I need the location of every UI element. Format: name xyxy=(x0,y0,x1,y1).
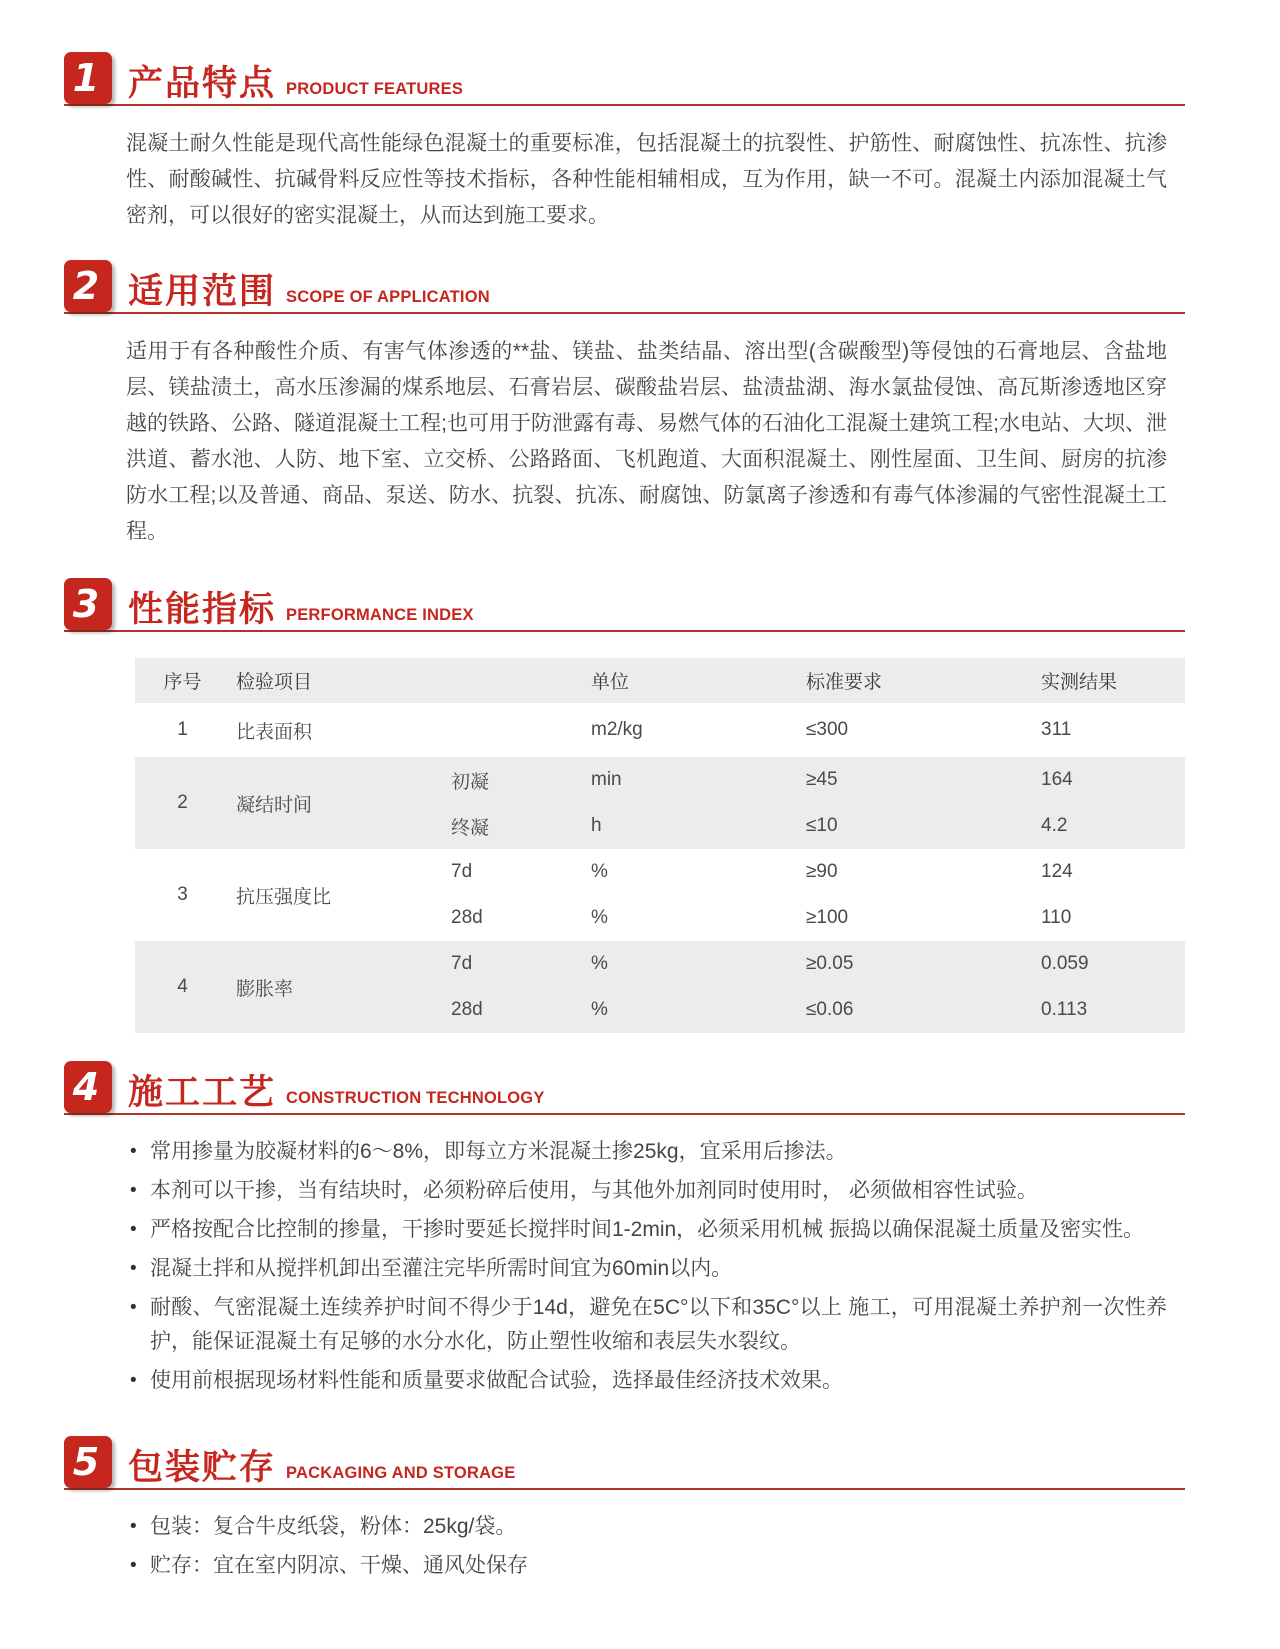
list-item: • 耐酸、气密混凝土连续养护时间不得少于14d，避免在5C°以下和35C°以上 施工，可用混凝土养护剂一次性养护，能保证混凝土有足够的水分水化，防止塑性收缩和表层失水裂纹。 xyxy=(128,1291,1167,1359)
cell-result: 0.059 xyxy=(1041,953,1089,974)
table-row xyxy=(135,849,1185,895)
section-number: 3 xyxy=(72,582,100,626)
cell-result: 124 xyxy=(1041,861,1073,882)
cell-no: 1 xyxy=(177,719,188,740)
section-number: 2 xyxy=(72,264,100,308)
cell-result: 164 xyxy=(1041,769,1073,790)
section-header xyxy=(64,1061,1185,1115)
cell-item: 膨胀率 xyxy=(236,978,294,1000)
cell-standard: ≥0.05 xyxy=(806,953,854,974)
cell-unit: % xyxy=(591,953,608,974)
cell-subitem: 7d xyxy=(451,861,473,882)
cell-item: 比表面积 xyxy=(236,721,313,743)
section-performance-index xyxy=(64,578,1185,1033)
list-item: • 本剂可以干掺，当有结块时，必须粉碎后使用，与其他外加剂同时使用时， 必须做相容性试验。 xyxy=(128,1174,1167,1208)
cell-standard: ≥100 xyxy=(806,907,849,928)
cell-subitem: 初凝 xyxy=(451,771,490,793)
section-title-zh: 施工工艺 xyxy=(128,1073,277,1112)
column-header-no: 序号 xyxy=(163,672,202,693)
performance-table xyxy=(135,658,1185,1033)
cell-no: 2 xyxy=(177,792,188,813)
cell-unit: h xyxy=(591,815,602,836)
section-packaging-and-storage xyxy=(64,1436,1185,1583)
section-number: 4 xyxy=(72,1065,100,1109)
cell-standard: ≤10 xyxy=(806,815,838,836)
section-header xyxy=(64,1436,1185,1490)
section-number-badge xyxy=(64,1061,112,1113)
section-paragraph: 适用于有各种酸性介质、有害气体渗透的**盐、镁盐、盐类结晶、溶出型(含碳酸型)等侵蚀的石膏地层、含盐地层、镁盐渍土，高水压渗漏的煤系地层、石膏岩层、碳酸盐岩层、盐渍盐湖、海水氯盐侵蚀、高瓦斯渗透地区穿越的铁路、公路、隧道混凝土工程;也可用于防泄露有毒、易燃气体的石油化工混凝土建筑工程;水电站、大坝、泄洪道、蓄水池、人防、地下室、立交桥、公路路面、飞机跑道、大面积混凝土、刚性屋面、卫生间、厨房的抗渗防水工程;以及普通、商品、泵送、防水、抗裂、抗冻、耐腐蚀、防氯离子渗透和有毒气体渗漏的气密性混凝土工程。 xyxy=(126,340,1167,543)
cell-subitem xyxy=(445,703,585,757)
cell-standard: ≥45 xyxy=(806,769,838,790)
table-header-row xyxy=(135,658,1185,703)
performance-table-wrapper xyxy=(135,658,1185,1033)
list-item: • 常用掺量为胶凝材料的6～8%，即每立方米混凝土掺25kg，宜采用后掺法。 xyxy=(128,1135,1167,1169)
section-number-badge xyxy=(64,260,112,312)
cell-result: 4.2 xyxy=(1041,815,1068,836)
section-header xyxy=(64,52,1185,106)
cell-result: 110 xyxy=(1041,907,1072,928)
section-title-zh: 性能指标 xyxy=(128,590,277,629)
cell-unit: % xyxy=(591,861,608,882)
section-scope-of-application xyxy=(64,260,1185,550)
section-product-features xyxy=(64,52,1185,234)
section-number: 1 xyxy=(72,56,100,100)
list-item: • 严格按配合比控制的掺量，干掺时要延长搅拌时间1-2min，必须采用机械 振捣以确保混凝土质量及密实性。 xyxy=(128,1213,1167,1247)
section-header xyxy=(64,260,1185,314)
section-title-en: PRODUCT FEATURES xyxy=(286,79,464,98)
cell-no: 3 xyxy=(177,884,188,905)
section-construction-technology xyxy=(64,1061,1185,1398)
column-header-result: 实测结果 xyxy=(1041,672,1118,693)
cell-subitem: 28d xyxy=(451,907,483,928)
cell-item: 凝结时间 xyxy=(236,794,313,816)
cell-standard: ≤300 xyxy=(806,719,849,740)
packaging-bullet-list xyxy=(128,1510,1167,1583)
column-header-unit: 单位 xyxy=(591,672,630,693)
column-header-item: 检验项目 xyxy=(236,672,313,693)
cell-unit: min xyxy=(591,769,622,790)
list-item: • 使用前根据现场材料性能和质量要求做配合试验，选择最佳经济技术效果。 xyxy=(128,1364,1167,1398)
table-row xyxy=(135,941,1185,987)
cell-unit: % xyxy=(591,907,608,928)
cell-standard: ≤0.06 xyxy=(806,999,854,1020)
section-title-en: PERFORMANCE INDEX xyxy=(286,605,474,624)
section-title-zh: 产品特点 xyxy=(128,64,277,103)
section-title-en: PACKAGING AND STORAGE xyxy=(286,1463,516,1482)
column-header-spacer xyxy=(445,658,585,703)
section-header xyxy=(64,578,1185,632)
table-row xyxy=(135,757,1185,803)
section-number-badge xyxy=(64,1436,112,1488)
section-title-zh: 包装贮存 xyxy=(128,1448,277,1487)
cell-subitem: 7d xyxy=(451,953,473,974)
section-number-badge xyxy=(64,52,112,104)
section-paragraph: 混凝土耐久性能是现代高性能绿色混凝土的重要标准，包括混凝土的抗裂性、护筋性、耐腐蚀性、抗冻性、抗渗性、耐酸碱性、抗碱骨料反应性等技术指标，各种性能相辅相成，互为作用，缺一不可。混凝土内添加混凝土气密剂，可以很好的密实混凝土，从而达到施工要求。 xyxy=(126,132,1167,227)
cell-no: 4 xyxy=(177,976,188,997)
cell-item: 抗压强度比 xyxy=(236,886,332,908)
cell-subitem: 28d xyxy=(451,999,483,1020)
section-title-en: CONSTRUCTION TECHNOLOGY xyxy=(286,1088,545,1107)
section-title-zh: 适用范围 xyxy=(128,272,277,311)
list-item: • 贮存：宜在室内阴凉、干燥、通风处保存 xyxy=(128,1549,1167,1583)
list-item: • 包装：复合牛皮纸袋，粉体：25kg/袋。 xyxy=(128,1510,1167,1544)
cell-result: 311 xyxy=(1041,719,1072,740)
section-title-en: SCOPE OF APPLICATION xyxy=(286,287,490,306)
construction-bullet-list xyxy=(128,1135,1167,1398)
cell-result: 0.113 xyxy=(1041,999,1088,1020)
list-item: • 混凝土拌和从搅拌机卸出至灌注完毕所需时间宜为60min以内。 xyxy=(128,1252,1167,1286)
section-number-badge xyxy=(64,578,112,630)
cell-subitem: 终凝 xyxy=(451,817,490,839)
cell-standard: ≥90 xyxy=(806,861,838,882)
cell-unit: m2/kg xyxy=(591,719,643,740)
cell-unit: % xyxy=(591,999,608,1020)
table-row xyxy=(135,703,1185,757)
section-number: 5 xyxy=(72,1440,100,1484)
column-header-standard: 标准要求 xyxy=(806,672,883,693)
